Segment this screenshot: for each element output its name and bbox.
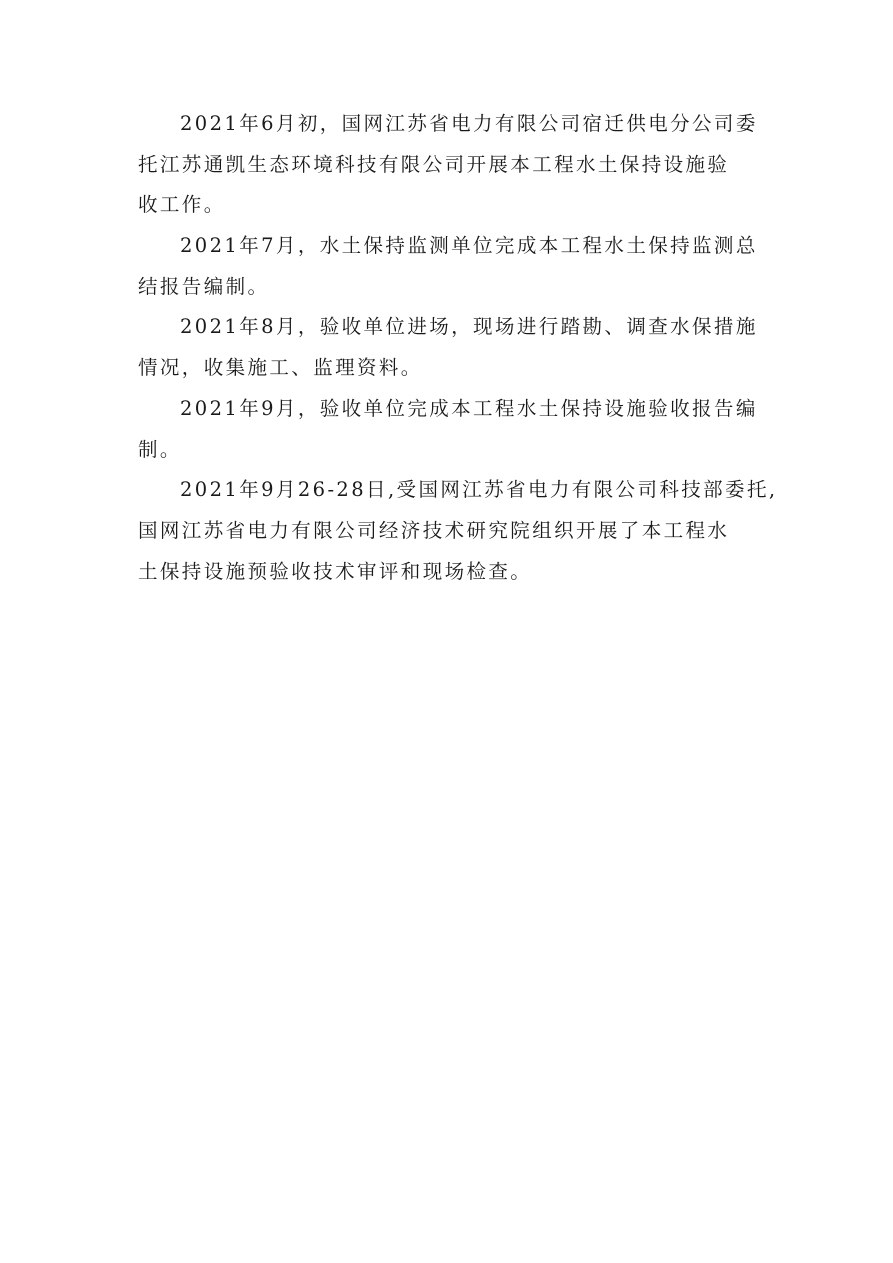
text-line: 2021年9月26-28日,受国网江苏省电力有限公司科技部委托, [180, 478, 778, 502]
paragraph-4 [138, 389, 758, 470]
body-text [138, 104, 778, 592]
text-line: 2021年8月，验收单位进场，现场进行踏勘、调查水保措施 [180, 315, 758, 339]
text-line: 制。 [138, 437, 182, 461]
paragraph-5 [138, 470, 778, 592]
paragraph-3 [138, 307, 758, 388]
text-line: 情况，收集施工、监理资料。 [138, 356, 423, 380]
paragraph-1 [138, 104, 758, 226]
paragraph-2 [138, 226, 758, 307]
text-line: 2021年7月，水土保持监测单位完成本工程水土保持监测总 [180, 234, 758, 258]
text-line: 托江苏通凯生态环境科技有限公司开展本工程水土保持设施验 [138, 152, 730, 176]
text-line: 2021年6月初，国网江苏省电力有限公司宿迁供电分公司委 [180, 112, 758, 135]
text-line: 2021年9月，验收单位完成本工程水土保持设施验收报告编 [180, 396, 758, 420]
text-line: 土保持设施预验收技术审评和现场检查。 [138, 559, 533, 583]
text-line: 收工作。 [138, 193, 226, 217]
text-line: 结报告编制。 [138, 274, 270, 298]
text-line: 国网江苏省电力有限公司经济技术研究院组织开展了本工程水 [138, 518, 730, 542]
